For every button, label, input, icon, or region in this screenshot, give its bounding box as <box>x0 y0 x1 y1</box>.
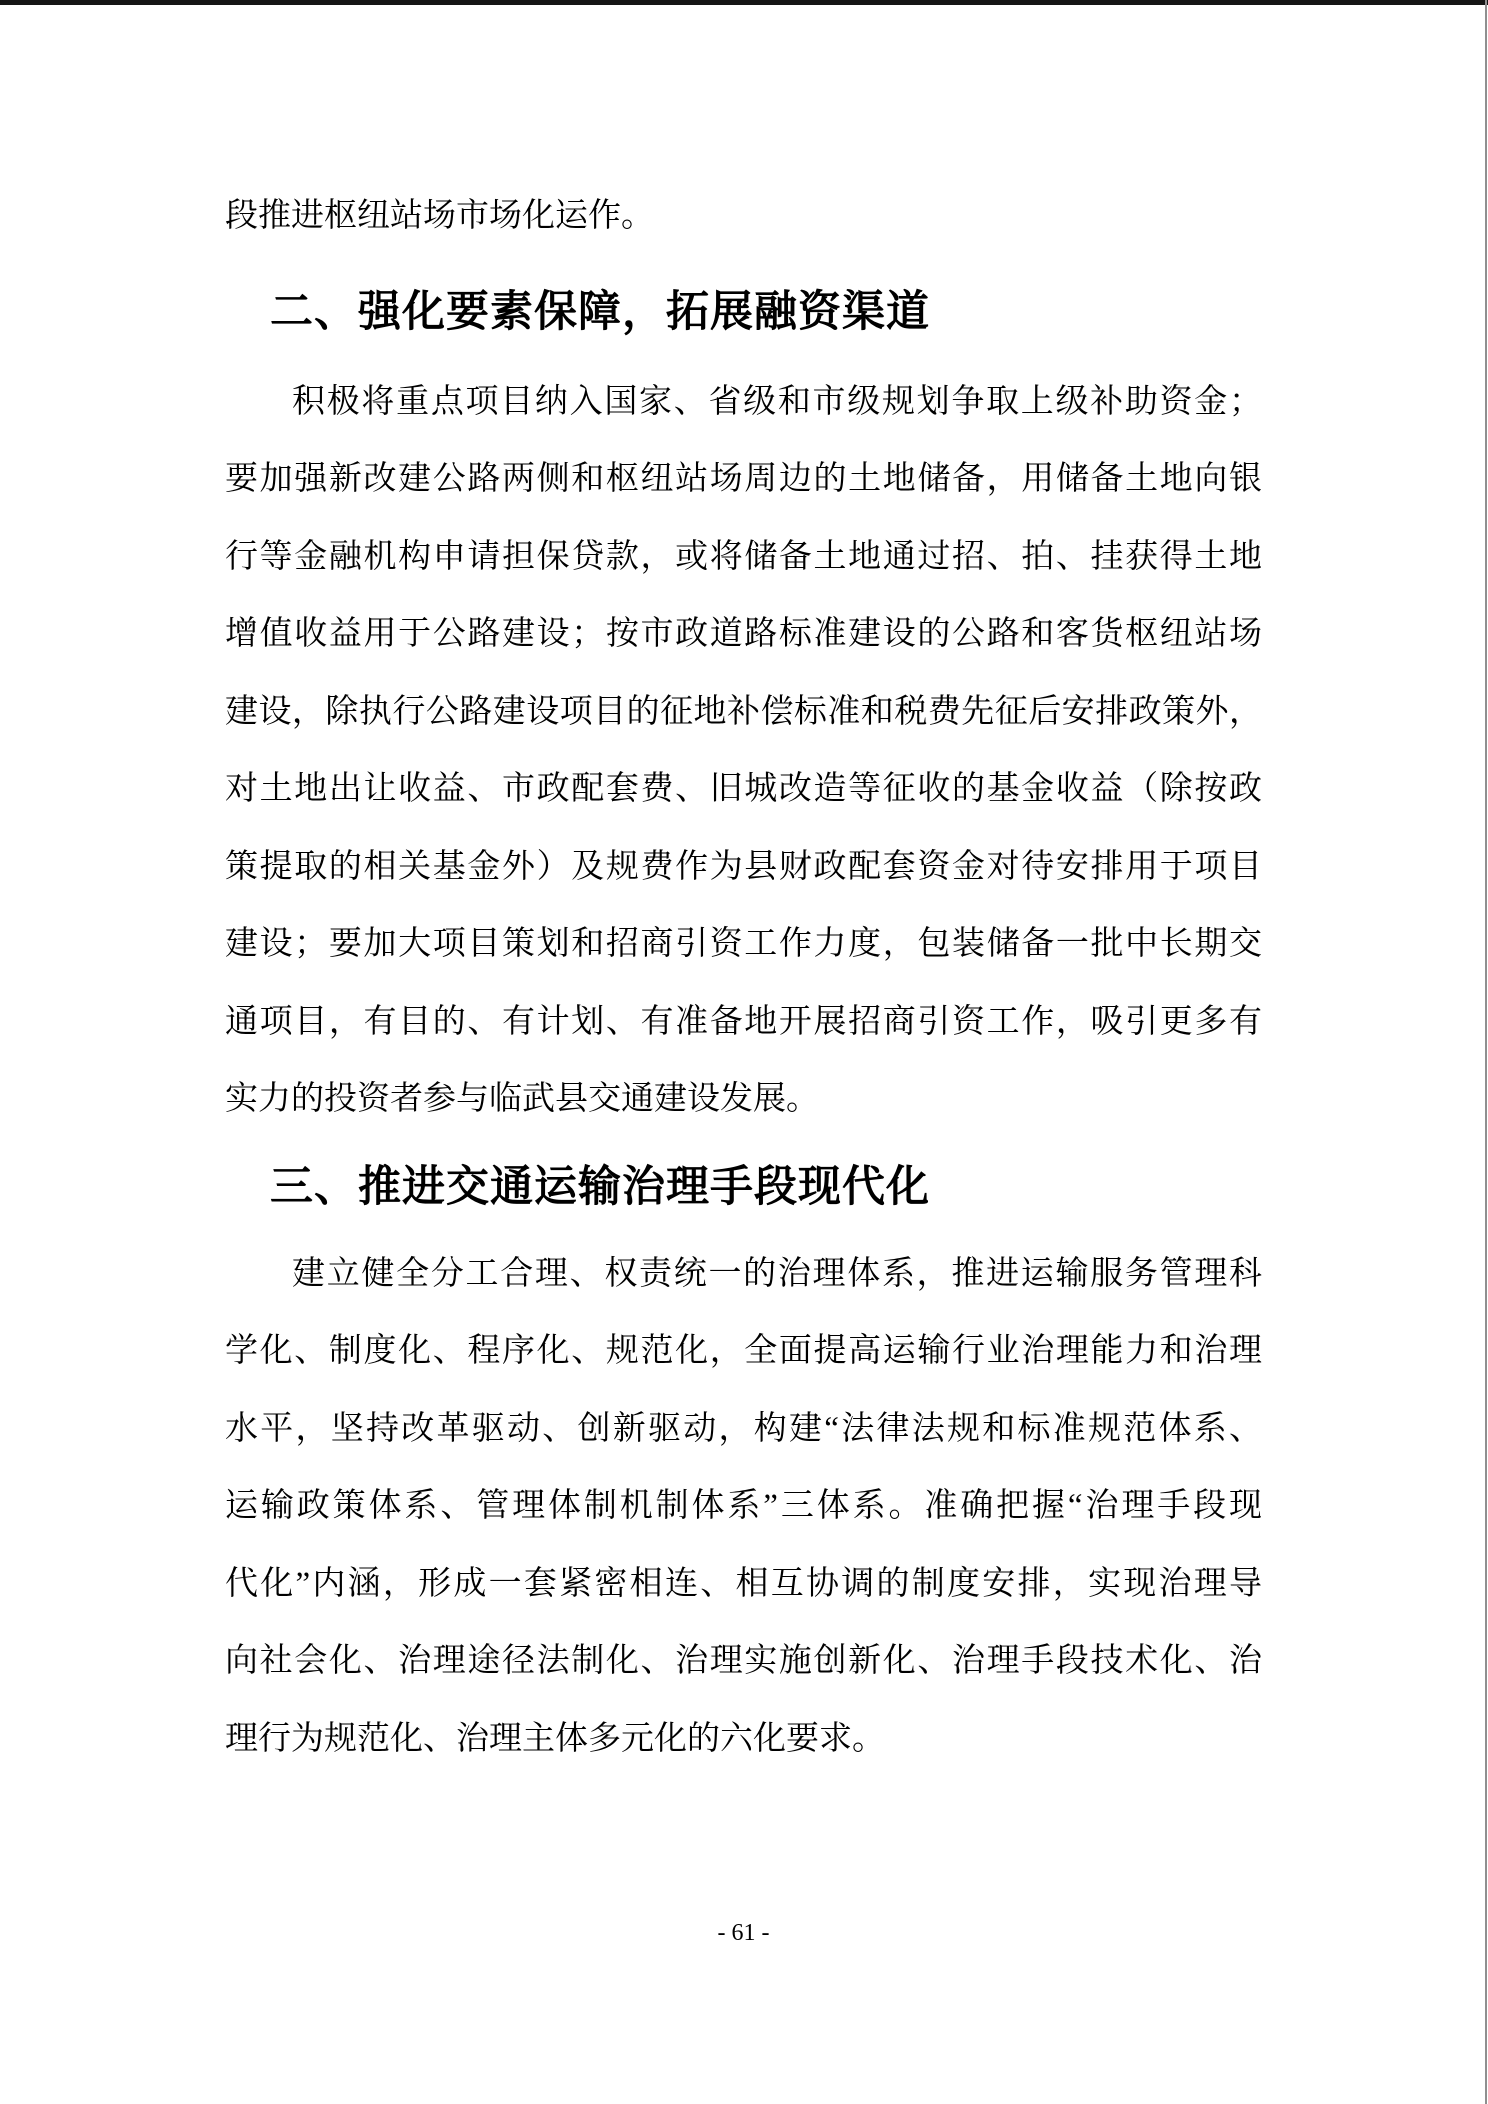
page-right-edge <box>1485 0 1487 2104</box>
section-heading: 三、推进交通运输治理手段现代化 <box>270 1162 930 1211</box>
page-number: - 61 - <box>717 1920 770 1946</box>
document-page <box>225 0 1262 1948</box>
body-line: 学化、制度化、程序化、规范化，全面提高运输行业治理能力和治理 <box>225 1333 1262 1369</box>
body-line: 向社会化、治理途径法制化、治理实施创新化、治理手段技术化、治 <box>225 1643 1262 1679</box>
body-line: 理行为规范化、治理主体多元化的六化要求。 <box>225 1720 885 1757</box>
body-line: 建立健全分工合理、权责统一的治理体系，推进运输服务管理科 <box>292 1255 1262 1292</box>
body-line: 积极将重点项目纳入国家、省级和市级规划争取上级补助资金； <box>292 383 1262 420</box>
body-line: 水平，坚持改革驱动、创新驱动，构建“法律法规和标准规范体系、 <box>225 1410 1262 1447</box>
body-line: 增值收益用于公路建设；按市政道路标准建设的公路和客货枢纽站场 <box>225 616 1262 652</box>
body-line: 段推进枢纽站场市场化运作。 <box>225 198 654 234</box>
body-line: 代化”内涵，形成一套紧密相连、相互协调的制度安排，实现治理导 <box>225 1565 1262 1602</box>
body-line: 行等金融机构申请担保贷款，或将储备土地通过招、拍、挂获得土地 <box>225 538 1262 575</box>
body-line: 要加强新改建公路两侧和枢纽站场周边的土地储备，用储备土地向银 <box>225 461 1262 497</box>
body-line: 建设，除执行公路建设项目的征地补偿标准和税费先征后安排政策外， <box>225 693 1262 730</box>
body-line: 对土地出让收益、市政配套费、旧城改造等征收的基金收益（除按政 <box>225 771 1262 807</box>
section-heading: 二、强化要素保障，拓展融资渠道 <box>270 287 930 336</box>
body-line: 实力的投资者参与临武县交通建设发展。 <box>225 1081 819 1117</box>
body-line: 通项目，有目的、有计划、有准备地开展招商引资工作，吸引更多有 <box>225 1003 1262 1040</box>
body-line: 运输政策体系、管理体制机制体系”三体系。准确把握“治理手段现 <box>225 1488 1262 1524</box>
body-line: 策提取的相关基金外）及规费作为县财政配套资金对待安排用于项目 <box>225 848 1262 885</box>
body-line: 建设；要加大项目策划和招商引资工作力度，包装储备一批中长期交 <box>225 926 1262 962</box>
